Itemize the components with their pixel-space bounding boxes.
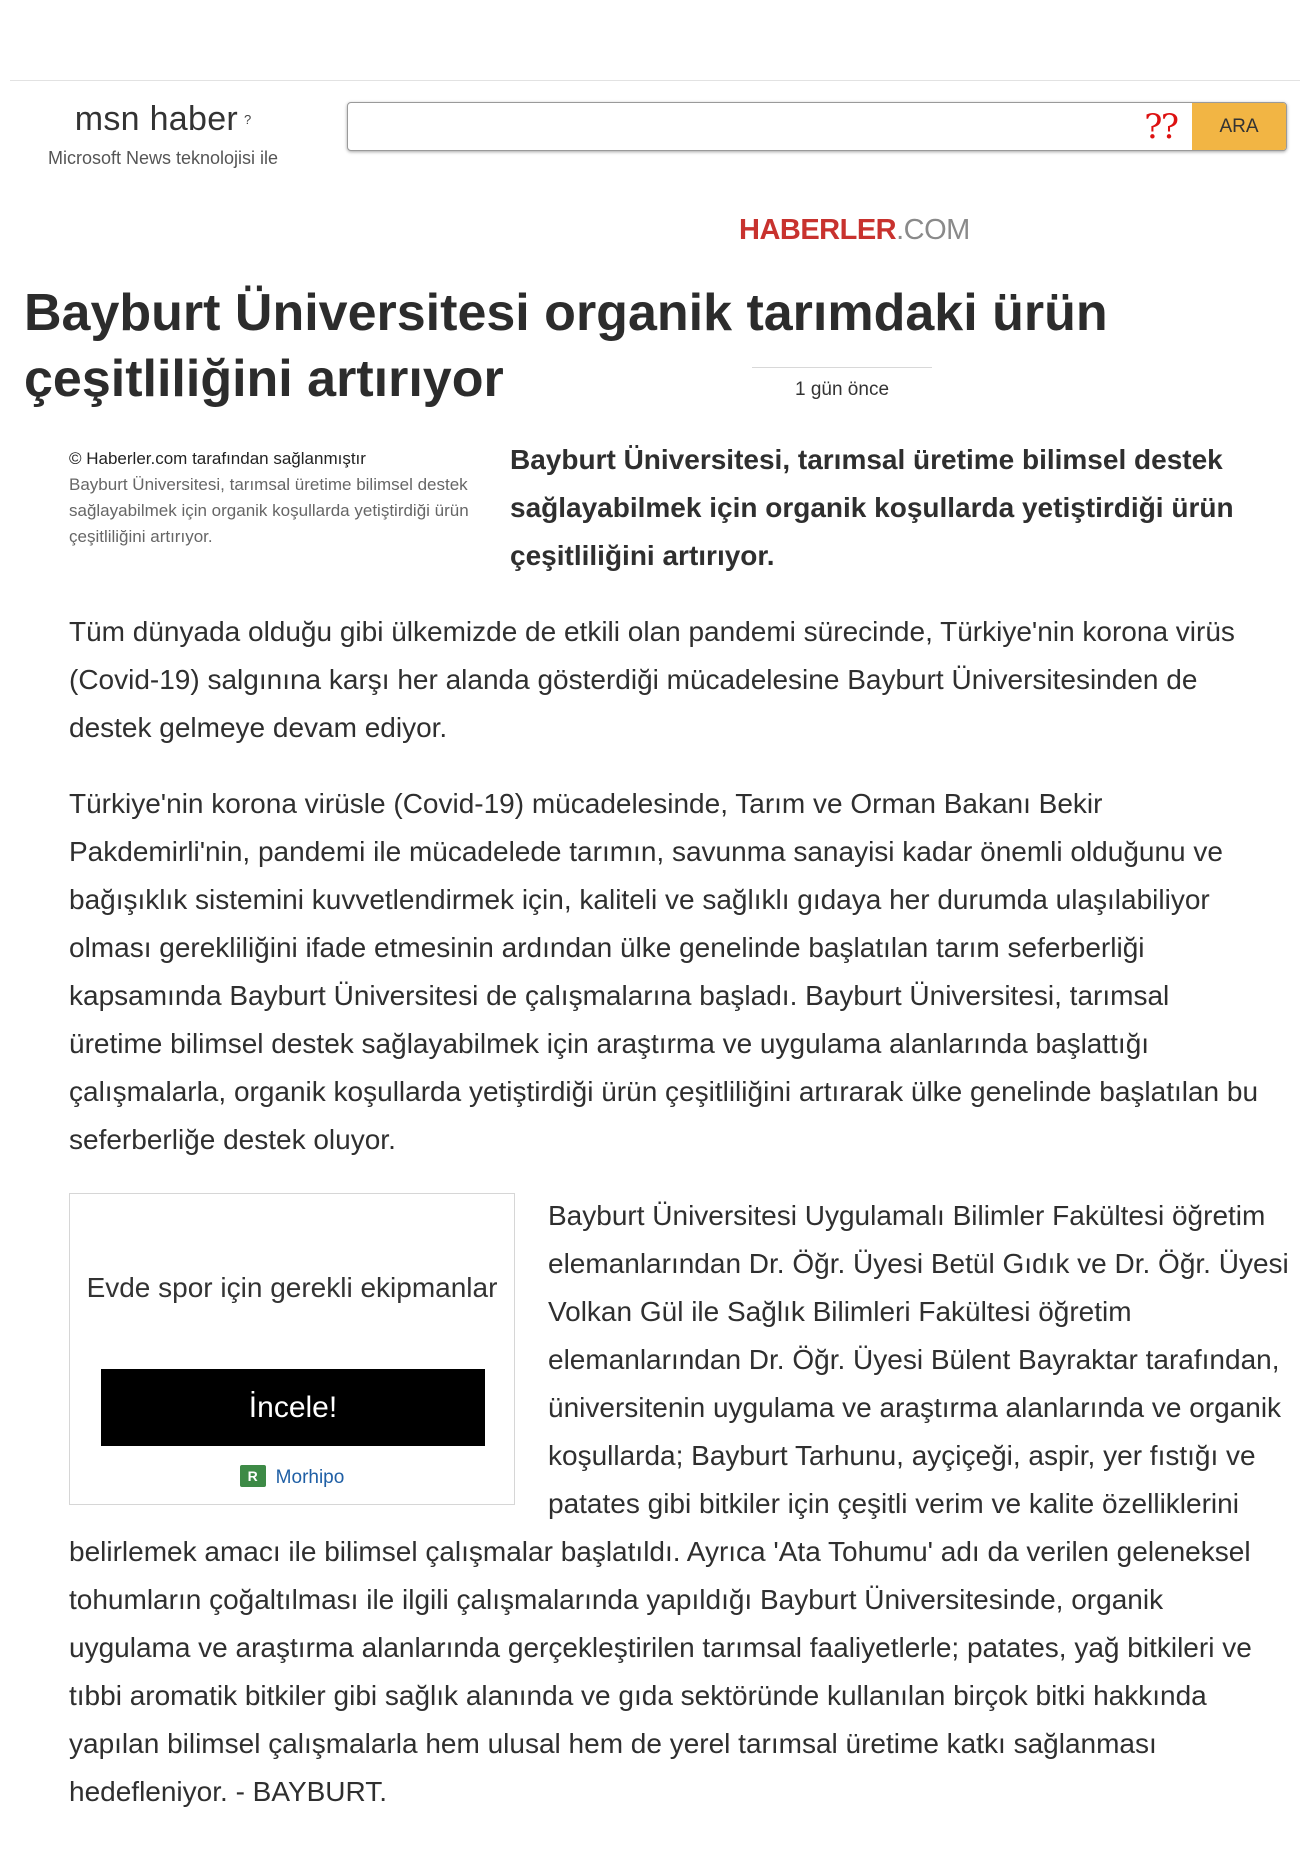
brand-subtitle: Microsoft News teknolojisi ile	[47, 148, 279, 168]
article-paragraph: Tüm dünyada olduğu gibi ülkemizde de etkili olan pandemi sürecinde, Türkiye'nin korona virüs (Covid-19) salgınına karşı her alanda gösterdiği mücadelesine Bayburt Üniversitesinden de destek gelmeye devam ediyor.	[69, 616, 1235, 743]
site-brand[interactable]	[38, 100, 288, 169]
article-paragraph-text: Bayburt Üniversitesi Uygulamalı Bilimler Fakültesi öğretim elemanlarından Dr. Öğr. Üyesi Betül Gıdık ve Dr. Öğr. Üyesi Volkan Gül ile Sağlık Bilimleri Fakültesi öğretim elemanlarından Dr. Öğr. Üyesi Bülent Bayraktar tarafından, üniversitenin uygulama ve araştırma alanlarında ve organik koşullarda; Bayburt Tarhunu, ayçiçeği, aspir, yer fıstığı ve patates gibi bitkiler için çeşitli verim ve kalite özelliklerini belirlemek amacı ile bilimsel çalışmalar başlatıldı. Ayrıca 'Ata Tohumu' adı da verilen geleneksel tohumların çoğaltılması ile ilgili çalışmalarında yapıldığı Bayburt Üniversitesinde, organik uygulama ve araştırma alanlarında gerçekleştirilen tarımsal faaliyetlerle; patates, yağ bitkileri ve tıbbi aromatik bitkiler gibi sağlık alanında ve gıda sektöründe kullanılan birçok bitki hakkında yapılan bilimsel çalışmalarla hem ulusal hem de yerel tarımsal üretime katkı sağlanması hedefleniyor. - BAYBURT.	[69, 1200, 1289, 1807]
help-icon[interactable]: ?	[244, 111, 252, 127]
search-input[interactable]	[348, 103, 1132, 150]
search-button[interactable]: ARA	[1192, 103, 1286, 150]
article-title: Bayburt Üniversitesi organik tarımdaki ürün çeşitliliğini artırıyor	[24, 284, 1108, 408]
image-caption-block	[69, 448, 469, 550]
search-bar	[347, 102, 1287, 151]
ad-title[interactable]: Evde spor için gerekli ekipmanlar	[86, 1272, 498, 1303]
header-divider	[10, 80, 1300, 81]
date-divider	[752, 367, 932, 368]
image-credit: © Haberler.com tarafından sağlanmıştır	[69, 449, 366, 468]
brand-row	[38, 100, 288, 139]
sponsor-link[interactable]: Morhipo	[275, 1467, 345, 1488]
input-assist-icon[interactable]: ⁇	[1145, 106, 1179, 147]
image-caption: Bayburt Üniversitesi, tarımsal üretime bilimsel destek sağlayabilmek için organik koşullarda yetiştirdiği ürün çeşitliliğini artırıyor.	[69, 475, 469, 546]
source-logo-part2: .COM	[896, 214, 970, 246]
source-logo-part1: HABERLER	[739, 214, 897, 246]
article-paragraph	[69, 1192, 1289, 1816]
article-lead: Bayburt Üniversitesi, tarımsal üretime bilimsel destek sağlayabilmek için organik koşullarda yetiştirdiği ürün çeşitliliğini artırıyor.	[510, 444, 1234, 571]
brand-name[interactable]: msn haber	[74, 100, 239, 138]
source-logo[interactable]	[739, 214, 970, 247]
ad-cta-button[interactable]: İncele!	[101, 1369, 485, 1446]
article-paragraph: Türkiye'nin korona virüsle (Covid-19) mücadelesinde, Tarım ve Orman Bakanı Bekir Pakdemirli'nin, pandemi ile mücadelede tarımın, savunma sanayisi kadar önemli olduğunu ve bağışıklık sistemini kuvvetlendirmek için, kaliteli ve sağlıklı gıdaya her durumda ulaşılabiliyor olması gerekliliğini ifade etmesinin ardından ülke genelinde başlatılan tarım seferberliği kapsamında Bayburt Üniversitesi de çalışmalarına başladı. Bayburt Üniversitesi, tarımsal üretime bilimsel destek sağlayabilmek için araştırma ve uygulama alanlarında başlattığı çalışmalarla, organik koşullarda yetiştirdiği ürün çeşitliliğini artırarak ülke genelinde başlatılan bu seferberliğe destek oluyor.	[69, 788, 1259, 1155]
sponsor-badge-icon: R	[240, 1465, 266, 1487]
article-date: 1 gün önce	[794, 379, 890, 400]
